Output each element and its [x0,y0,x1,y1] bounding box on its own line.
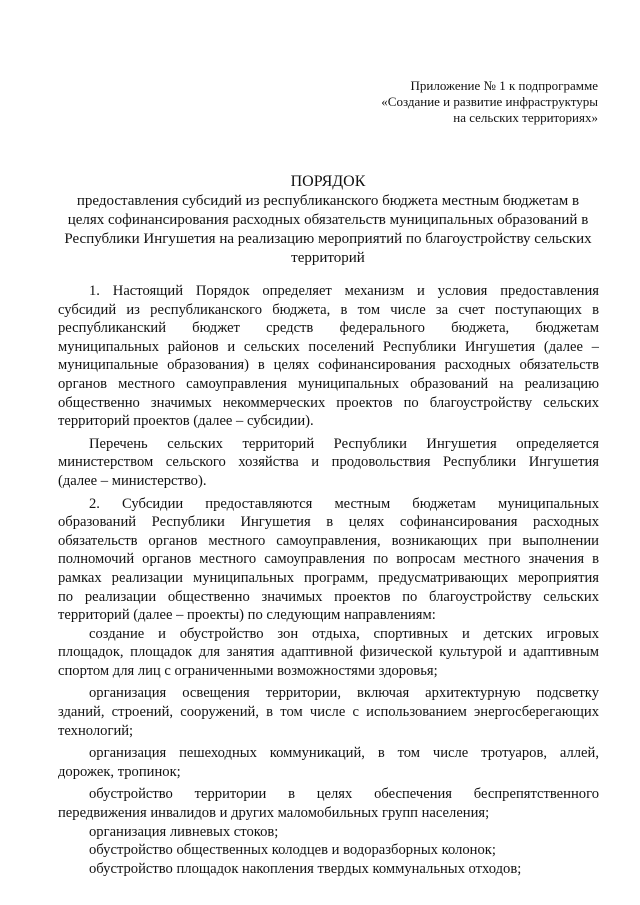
body-line: муниципальные образования) в целях софинансирования расходных обязательств [58,357,599,374]
body-line: обустройство площадок накопления твердых коммунальных отходов; [89,860,522,877]
body-line: Перечень сельских территорий Республики Ингушетия определяется [89,435,599,452]
body-line: территорий (далее – проекты) по следующим направлениям: [58,607,436,624]
body-line: (далее – министерство). [58,472,207,489]
body-line: технологий; [58,722,134,739]
appendix-header [338,78,598,126]
body-line: рамках реализации муниципальных программ, предусматривающих мероприятия [58,569,599,586]
body-line: субсидий из республиканского бюджета, в том числе за счет поступающих в [58,301,599,318]
body-line: органов местного самоуправления муниципальных образований на реализацию [58,375,599,392]
body-line: образований Республики Ингушетия в целях софинансирования расходных [58,514,599,531]
body-line: спортом для лиц с ограниченными возможностями здоровья; [58,662,438,679]
body-line: площадок, площадок для занятия адаптивной физической культурой и адаптивным [58,644,599,661]
subtitle-line: территорий [291,250,365,266]
document-subtitle [58,192,598,268]
subtitle-line: целях софинансирования расходных обязательств муниципальных образований в [67,212,589,228]
body-line: организация пешеходных коммуникаций, в том числе тротуаров, аллей, [89,745,599,762]
body-line: обустройство территории в целях обеспечения беспрепятственного [89,786,599,803]
subtitle-line: предоставления субсидий из республиканского бюджета местным бюджетам в [76,193,580,209]
body-line: дорожек, тропинок; [58,763,181,780]
body-line: республиканский бюджет средств федерального бюджета, бюджетам [58,320,599,337]
body-line: территорий проектов (далее – субсидии). [58,413,314,430]
body-line: общественно значимых некоммерческих проектов по благоустройству сельских [58,394,599,411]
body-line: обязательств органов местного самоуправления, возникающих при выполнении [58,532,599,549]
document-title: ПОРЯДОК [290,173,366,190]
body-line: организация ливневых стоков; [89,823,279,840]
appendix-line: Приложение № 1 к подпрограмме [410,78,598,93]
document-heading [58,172,598,268]
body-line: зданий, строений, сооружений, в том числе с использованием энергосберегающих [58,704,599,721]
body-line: министерством сельского хозяйства и продовольствия Республики Ингушетия [58,454,599,471]
body-line: полномочий органов местного самоуправления по вопросам местного значения в [58,551,599,568]
body-line: муниципальных районов и сельских поселений Республики Ингушетия (далее – [58,338,599,355]
body-line: по реализации общественно значимых проектов по благоустройству сельских [58,588,599,605]
body-line: обустройство общественных колодцев и водоразборных колонок; [89,842,496,859]
body-line: передвижения инвалидов и других маломобильных групп населения; [58,805,490,822]
document-body [58,282,599,878]
body-line: создание и обустройство зон отдыха, спортивных и детских игровых [89,625,599,642]
body-line: 1. Настоящий Порядок определяет механизм и условия предоставления [89,283,599,299]
subtitle-line: Республики Ингушетия на реализацию мероприятий по благоустройству сельских [64,231,592,247]
appendix-line: на сельских территориях» [453,110,598,125]
appendix-line: «Создание и развитие инфраструктуры [381,94,598,109]
body-line: организация освещения территории, включая архитектурную подсветку [89,685,599,702]
body-line: 2. Субсидии предоставляются местным бюджетам муниципальных [89,495,599,512]
